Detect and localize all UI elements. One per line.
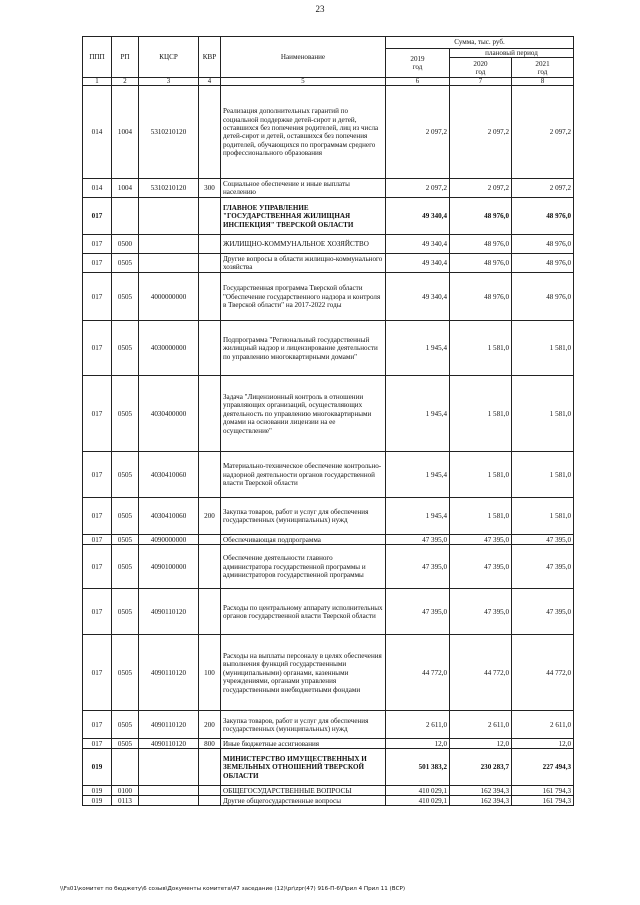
- cell-2021: 47 395,0: [512, 589, 574, 635]
- table-row: [83, 635, 574, 711]
- col-header-2019: 2019 год: [386, 49, 450, 78]
- cell-rp: 1004: [112, 179, 139, 198]
- cell-2019: 410 029,1: [386, 786, 450, 796]
- cell-2019: 410 029,1: [386, 796, 450, 806]
- cell-2019: 47 395,0: [386, 589, 450, 635]
- cell-2020: 2 611,0: [450, 711, 512, 739]
- cell-2021: 12,0: [512, 739, 574, 749]
- cell-kcsr: [139, 749, 199, 786]
- cell-rp: 0505: [112, 535, 139, 545]
- column-number: 4: [199, 78, 221, 86]
- cell-2021: 227 494,3: [512, 749, 574, 786]
- cell-name: Другие вопросы в области жилищно-коммунального хозяйства: [221, 254, 386, 273]
- cell-kcsr: 4090110120: [139, 635, 199, 711]
- cell-2020: 162 394,3: [450, 786, 512, 796]
- cell-kvr: [199, 545, 221, 589]
- cell-2019: 49 340,4: [386, 198, 450, 235]
- cell-rp: 0505: [112, 498, 139, 535]
- table-row: [83, 786, 574, 796]
- cell-kcsr: 4090110120: [139, 711, 199, 739]
- cell-kvr: 300: [199, 179, 221, 198]
- cell-name: МИНИСТЕРСТВО ИМУЩЕСТВЕННЫХ И ЗЕМЕЛЬНЫХ ОТНОШЕНИЙ ТВЕРСКОЙ ОБЛАСТИ: [221, 749, 386, 786]
- table-row: [83, 749, 574, 786]
- cell-2021: 48 976,0: [512, 198, 574, 235]
- cell-kcsr: 4090100000: [139, 545, 199, 589]
- cell-rp: 0505: [112, 635, 139, 711]
- cell-2019: 44 772,0: [386, 635, 450, 711]
- cell-kvr: [199, 786, 221, 796]
- cell-ppp: 017: [83, 535, 112, 545]
- cell-2020: 47 395,0: [450, 535, 512, 545]
- cell-name: Социальное обеспечение и иные выплаты населению: [221, 179, 386, 198]
- cell-kcsr: [139, 198, 199, 235]
- cell-rp: 0505: [112, 545, 139, 589]
- cell-kvr: [199, 321, 221, 376]
- col-header-kcsr: КЦСР: [139, 37, 199, 78]
- table-row: [83, 321, 574, 376]
- col-header-sum: Сумма, тыс. руб.: [386, 37, 574, 49]
- cell-2019: 2 611,0: [386, 711, 450, 739]
- cell-rp: [112, 198, 139, 235]
- cell-name: Материально-техническое обеспечение контрольно-надзорной деятельности органов государственной власти Тверской области: [221, 452, 386, 498]
- cell-kcsr: 4090110120: [139, 739, 199, 749]
- cell-2019: 2 097,2: [386, 86, 450, 179]
- col-header-2021: 2021 год: [512, 58, 574, 78]
- cell-ppp: 014: [83, 86, 112, 179]
- cell-name: Обеспечение деятельности главного администратора государственной программы и администраторов государственной программы: [221, 545, 386, 589]
- cell-ppp: 017: [83, 452, 112, 498]
- cell-name: Подпрограмма "Региональный государственный жилищный надзор и лицензирование деятельности по управлению многоквартирными домами": [221, 321, 386, 376]
- cell-kvr: [199, 796, 221, 806]
- cell-2020: 230 283,7: [450, 749, 512, 786]
- cell-kvr: [199, 589, 221, 635]
- cell-kvr: [199, 254, 221, 273]
- cell-name: Реализация дополнительных гарантий по социальной поддержке детей-сирот и детей, оставшихся без попечения родителей, лиц из числа детей-сирот и детей, оставшихся без попечения родителей, обучающихся по программам среднего профессионального образования: [221, 86, 386, 179]
- cell-name: ГЛАВНОЕ УПРАВЛЕНИЕ "ГОСУДАРСТВЕННАЯ ЖИЛИЩНАЯ ИНСПЕКЦИЯ" ТВЕРСКОЙ ОБЛАСТИ: [221, 198, 386, 235]
- column-number: 6: [386, 78, 450, 86]
- cell-2020: 48 976,0: [450, 273, 512, 321]
- table-row: [83, 452, 574, 498]
- cell-kcsr: 4030000000: [139, 321, 199, 376]
- column-number: 7: [450, 78, 512, 86]
- cell-2019: 47 395,0: [386, 545, 450, 589]
- cell-ppp: 017: [83, 635, 112, 711]
- cell-2019: 1 945,4: [386, 452, 450, 498]
- cell-rp: [112, 749, 139, 786]
- cell-ppp: 017: [83, 321, 112, 376]
- cell-name: Закупка товаров, работ и услуг для обеспечения государственных (муниципальных) нужд: [221, 711, 386, 739]
- cell-kcsr: [139, 796, 199, 806]
- cell-2021: 2 611,0: [512, 711, 574, 739]
- cell-2020: 47 395,0: [450, 545, 512, 589]
- cell-rp: 0113: [112, 796, 139, 806]
- table-row: [83, 86, 574, 179]
- cell-kvr: [199, 273, 221, 321]
- cell-kcsr: 4090000000: [139, 535, 199, 545]
- cell-2021: 47 395,0: [512, 545, 574, 589]
- cell-kcsr: 4000000000: [139, 273, 199, 321]
- cell-2019: 49 340,4: [386, 254, 450, 273]
- cell-2021: 1 581,0: [512, 376, 574, 452]
- table-row: [83, 545, 574, 589]
- column-number: 3: [139, 78, 199, 86]
- cell-2021: 1 581,0: [512, 452, 574, 498]
- cell-kvr: 200: [199, 711, 221, 739]
- cell-2020: 2 097,2: [450, 179, 512, 198]
- cell-2021: 48 976,0: [512, 235, 574, 254]
- cell-kvr: [199, 376, 221, 452]
- cell-2021: 1 581,0: [512, 498, 574, 535]
- cell-kcsr: [139, 786, 199, 796]
- cell-kcsr: [139, 235, 199, 254]
- cell-rp: 0500: [112, 235, 139, 254]
- cell-2020: 48 976,0: [450, 198, 512, 235]
- table-row: [83, 254, 574, 273]
- column-number-row: [83, 78, 574, 86]
- table-row: [83, 498, 574, 535]
- cell-kcsr: 4090110120: [139, 589, 199, 635]
- cell-2020: 1 581,0: [450, 498, 512, 535]
- cell-rp: 0505: [112, 739, 139, 749]
- cell-rp: 0505: [112, 254, 139, 273]
- cell-kvr: 200: [199, 498, 221, 535]
- cell-rp: 0505: [112, 376, 139, 452]
- cell-2020: 1 581,0: [450, 321, 512, 376]
- cell-ppp: 014: [83, 179, 112, 198]
- cell-ppp: 019: [83, 786, 112, 796]
- cell-2019: 12,0: [386, 739, 450, 749]
- table-row: [83, 179, 574, 198]
- cell-rp: 0505: [112, 273, 139, 321]
- cell-kcsr: 4030410060: [139, 498, 199, 535]
- cell-kvr: [199, 198, 221, 235]
- cell-kvr: 800: [199, 739, 221, 749]
- cell-2019: 49 340,4: [386, 273, 450, 321]
- cell-name: Расходы на выплаты персоналу в целях обеспечения выполнения функций государственными (муниципальными) органами, казенными учреждениями, органами управления государственными внебюджетными фондами: [221, 635, 386, 711]
- cell-2020: 162 394,3: [450, 796, 512, 806]
- cell-2021: 48 976,0: [512, 254, 574, 273]
- cell-rp: 0100: [112, 786, 139, 796]
- cell-2019: 47 395,0: [386, 535, 450, 545]
- cell-name: Обеспечивающая подпрограмма: [221, 535, 386, 545]
- cell-kcsr: 5310210120: [139, 179, 199, 198]
- table-row: [83, 711, 574, 739]
- col-header-2020: 2020 год: [450, 58, 512, 78]
- cell-ppp: 017: [83, 739, 112, 749]
- cell-rp: 0505: [112, 589, 139, 635]
- col-header-kvr: КВР: [199, 37, 221, 78]
- cell-kvr: [199, 86, 221, 179]
- table-row: [83, 796, 574, 806]
- table-row: [83, 535, 574, 545]
- table-body: [83, 86, 574, 806]
- cell-2021: 2 097,2: [512, 179, 574, 198]
- cell-ppp: 017: [83, 198, 112, 235]
- cell-name: Задача "Лицензионный контроль в отношении управляющих организаций, осуществляющих деятельность по управлению многоквартирными домами на основании лицензии на ее осуществление": [221, 376, 386, 452]
- table-row: [83, 235, 574, 254]
- table-row: [83, 273, 574, 321]
- cell-kcsr: 4030400000: [139, 376, 199, 452]
- cell-name: ОБЩЕГОСУДАРСТВЕННЫЕ ВОПРОСЫ: [221, 786, 386, 796]
- cell-rp: 0505: [112, 452, 139, 498]
- col-header-name: Наименование: [221, 37, 386, 78]
- cell-ppp: 017: [83, 711, 112, 739]
- table-header: [83, 37, 574, 86]
- table-row: [83, 376, 574, 452]
- cell-kcsr: 4030410060: [139, 452, 199, 498]
- column-number: 8: [512, 78, 574, 86]
- cell-name: Иные бюджетные ассигнования: [221, 739, 386, 749]
- cell-kvr: [199, 749, 221, 786]
- cell-ppp: 017: [83, 273, 112, 321]
- cell-ppp: 017: [83, 589, 112, 635]
- cell-kvr: [199, 235, 221, 254]
- col-header-rp: РП: [112, 37, 139, 78]
- cell-kcsr: 5310210120: [139, 86, 199, 179]
- cell-ppp: 017: [83, 498, 112, 535]
- cell-name: Закупка товаров, работ и услуг для обеспечения государственных (муниципальных) нужд: [221, 498, 386, 535]
- cell-ppp: 017: [83, 235, 112, 254]
- cell-ppp: 017: [83, 545, 112, 589]
- cell-name: ЖИЛИЩНО-КОММУНАЛЬНОЕ ХОЗЯЙСТВО: [221, 235, 386, 254]
- cell-2021: 161 794,3: [512, 786, 574, 796]
- cell-2020: 12,0: [450, 739, 512, 749]
- cell-2019: 2 097,2: [386, 179, 450, 198]
- cell-2019: 1 945,4: [386, 321, 450, 376]
- cell-2019: 49 340,4: [386, 235, 450, 254]
- cell-rp: 1004: [112, 86, 139, 179]
- page-number: 23: [315, 4, 325, 14]
- table-row: [83, 198, 574, 235]
- cell-2020: 47 395,0: [450, 589, 512, 635]
- cell-2020: 48 976,0: [450, 254, 512, 273]
- cell-kcsr: [139, 254, 199, 273]
- cell-2021: 1 581,0: [512, 321, 574, 376]
- cell-2020: 1 581,0: [450, 452, 512, 498]
- cell-ppp: 017: [83, 376, 112, 452]
- cell-rp: 0505: [112, 711, 139, 739]
- column-number: 1: [83, 78, 112, 86]
- budget-table: [82, 36, 574, 806]
- cell-name: Расходы по центральному аппарату исполнительных органов государственной власти Тверской области: [221, 589, 386, 635]
- file-path-footer: \\Fs01\комитет по бюджету\6 созыв\Документы комитета\47 заседание (12)\pr\zpr(47) 916-П-6\Прил 4 Прил 11 (ВСР): [60, 886, 406, 892]
- cell-name: Другие общегосударственные вопросы: [221, 796, 386, 806]
- cell-kvr: 100: [199, 635, 221, 711]
- cell-2021: 48 976,0: [512, 273, 574, 321]
- cell-2020: 44 772,0: [450, 635, 512, 711]
- column-number: 5: [221, 78, 386, 86]
- col-header-planned: плановый период: [450, 49, 574, 58]
- cell-2021: 44 772,0: [512, 635, 574, 711]
- cell-2021: 161 794,3: [512, 796, 574, 806]
- cell-ppp: 019: [83, 796, 112, 806]
- cell-2020: 1 581,0: [450, 376, 512, 452]
- cell-2020: 48 976,0: [450, 235, 512, 254]
- cell-rp: 0505: [112, 321, 139, 376]
- cell-ppp: 019: [83, 749, 112, 786]
- cell-kvr: [199, 452, 221, 498]
- cell-2019: 501 383,2: [386, 749, 450, 786]
- cell-2020: 2 097,2: [450, 86, 512, 179]
- cell-2021: 2 097,2: [512, 86, 574, 179]
- table-row: [83, 589, 574, 635]
- cell-2019: 1 945,4: [386, 498, 450, 535]
- column-number: 2: [112, 78, 139, 86]
- table-row: [83, 739, 574, 749]
- cell-ppp: 017: [83, 254, 112, 273]
- cell-kvr: [199, 535, 221, 545]
- cell-2019: 1 945,4: [386, 376, 450, 452]
- cell-2021: 47 395,0: [512, 535, 574, 545]
- col-header-ppp: ППП: [83, 37, 112, 78]
- cell-name: Государственная программа Тверской области "Обеспечение государственного надзора и контроля в Тверской области" на 2017-2022 годы: [221, 273, 386, 321]
